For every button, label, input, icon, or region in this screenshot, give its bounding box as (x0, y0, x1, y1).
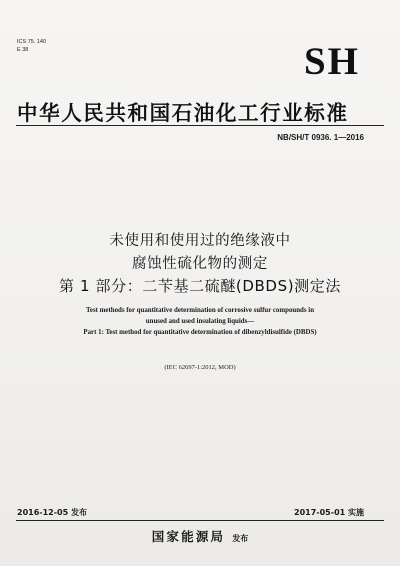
ics-code: ICS 75. 140 (17, 39, 47, 45)
english-title-line-1: Test methods for quantitative determination of corrosive sulfur compounds in (85, 307, 315, 314)
issuer-line (0, 527, 400, 546)
top-divider (16, 125, 384, 126)
sh-logo: SH (303, 40, 360, 83)
english-title-line-3: Part 1: Test method for quantitative determination of dibenzyldisulfide (DBDS) (83, 329, 317, 336)
publish-date: 2016-12-05 发布 (17, 508, 87, 517)
english-title-line-2: unused and used insulating liquids— (145, 318, 255, 325)
bottom-divider (16, 520, 384, 521)
chinese-title-line-3: 第 1 部分：二苄基二硫醚(DBDS)测定法 (59, 277, 341, 295)
standard-number: NB/SH/T 0936. 1—2016 (277, 133, 364, 142)
chinese-title-line-1: 未使用和使用过的绝缘液中 (109, 233, 291, 249)
classification-block (17, 38, 46, 54)
implementation-date: 2017-05-01 实施 (294, 508, 364, 517)
issuer-action: 发布 (232, 534, 249, 543)
iec-reference: (IEC 62697-1:2012, MOD) (164, 364, 236, 371)
issuer-organization: 国家能源局 (151, 529, 226, 544)
ccs-code: E 38 (17, 47, 29, 53)
chinese-title-line-2: 腐蚀性硫化物的测定 (132, 256, 268, 272)
standard-category-title: 中华人民共和国石油化工行业标准 (17, 101, 349, 125)
